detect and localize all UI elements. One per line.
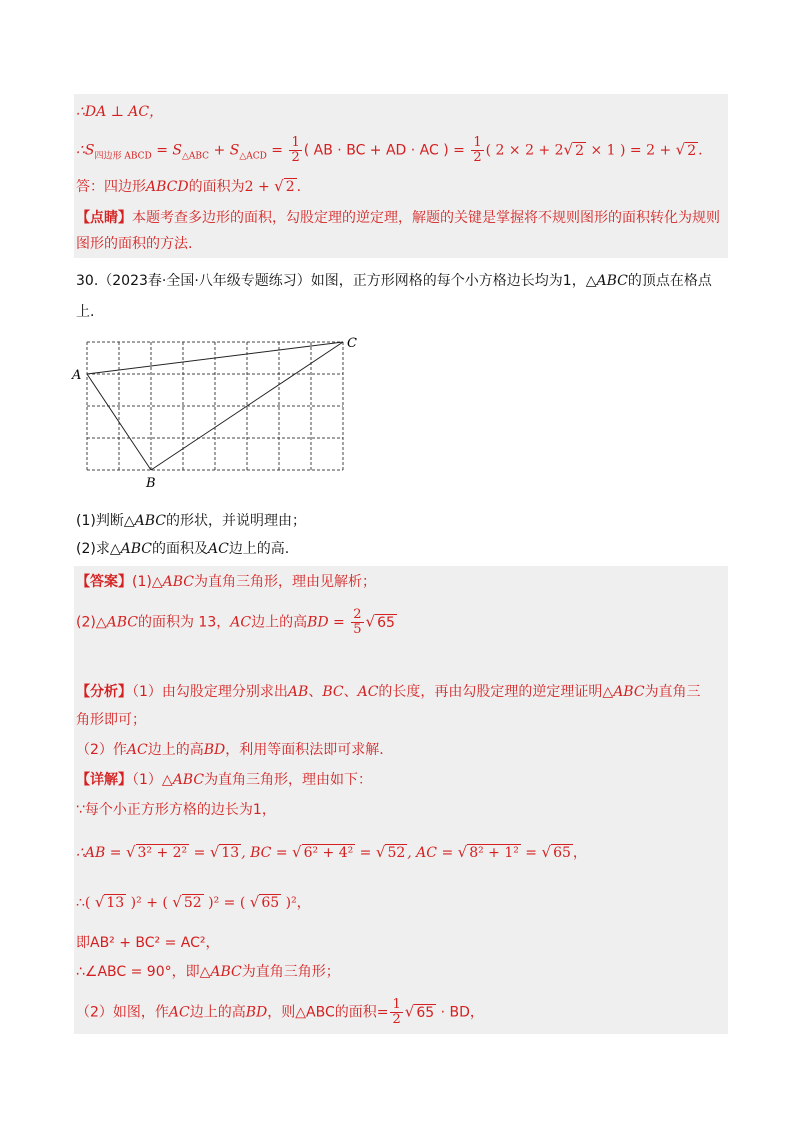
- dashed-grid: [87, 342, 343, 470]
- answer-line: 答：四边形ABCD的面积为2 + √ 2 .: [76, 177, 302, 195]
- detail-3: ∴AB = √ 3² + 2² = √ 13 , BC = √ 6² + 4² = √ 52 , AC = √ 8² + 1² = √ 65 ，: [76, 843, 587, 861]
- line-da-perp-ac: ∴DA ⊥ AC，: [76, 104, 164, 120]
- label-c: C: [347, 336, 357, 351]
- label-a: A: [72, 368, 82, 383]
- answer-2: (2)△ABC的面积为 13，AC边上的高BD = $\frac{2}{5}$ √ 65: [76, 607, 395, 637]
- analysis-2: 角形即可；: [76, 712, 146, 728]
- question-2: (2)求△ABC的面积及AC边上的高.: [76, 541, 290, 557]
- detail-4: ∴( √ 13 )² + ( √ 52 )² = ( √ 65 )²，: [76, 893, 311, 911]
- line-area-sum: $\therefore S_{四边形 ABCD} = S_{\triangle ABC} + S_{\triangle ACD}$ = $\frac{1}{2}$ ( AB · BC + AD · AC ) = $\frac{1}{2}$ ( 2 × 2 + 2√ 2 × 1 ) = 2 + √ 2 .: [76, 135, 703, 165]
- problem-line-1: 30.（2023春·全国·八年级专题练习）如图，正方形网格的每个小方格边长均为1，△ABC的顶点在格点: [76, 273, 712, 289]
- note-line-2: 图形的面积的方法.: [76, 236, 193, 252]
- problem-line-2: 上.: [76, 304, 95, 320]
- note-line-1: 【点睛】本题考查多边形的面积，勾股定理的逆定理，解题的关键是掌握将不规则图形的面积转化为规则: [76, 210, 720, 226]
- detail-6: ∴∠ABC = 90°，即△ABC为直角三角形；: [76, 964, 340, 980]
- detail-1: 【详解】（1）△ABC为直角三角形，理由如下：: [76, 772, 373, 788]
- question-1: (1)判断△ABC的形状，并说明理由；: [76, 513, 306, 529]
- grid-figure: [70, 335, 370, 490]
- detail-7: （2）如图，作AC边上的高BD，则△ABC的面积= $\frac{1}{2}$ √ 65 · BD，: [76, 997, 484, 1027]
- analysis-1: 【分析】（1）由勾股定理分别求出AB、BC、AC的长度，再由勾股定理的逆定理证明△ABC为直角三: [76, 684, 701, 700]
- detail-5: 即AB² + BC² = AC²，: [76, 935, 220, 951]
- answer-1: 【答案】(1)△ABC为直角三角形，理由见解析；: [76, 574, 376, 590]
- analysis-3: （2）作AC边上的高BD，利用等面积法即可求解.: [76, 742, 384, 758]
- detail-2: ∵每个小正方形方格的边长为1，: [76, 802, 276, 818]
- label-b: B: [146, 476, 156, 490]
